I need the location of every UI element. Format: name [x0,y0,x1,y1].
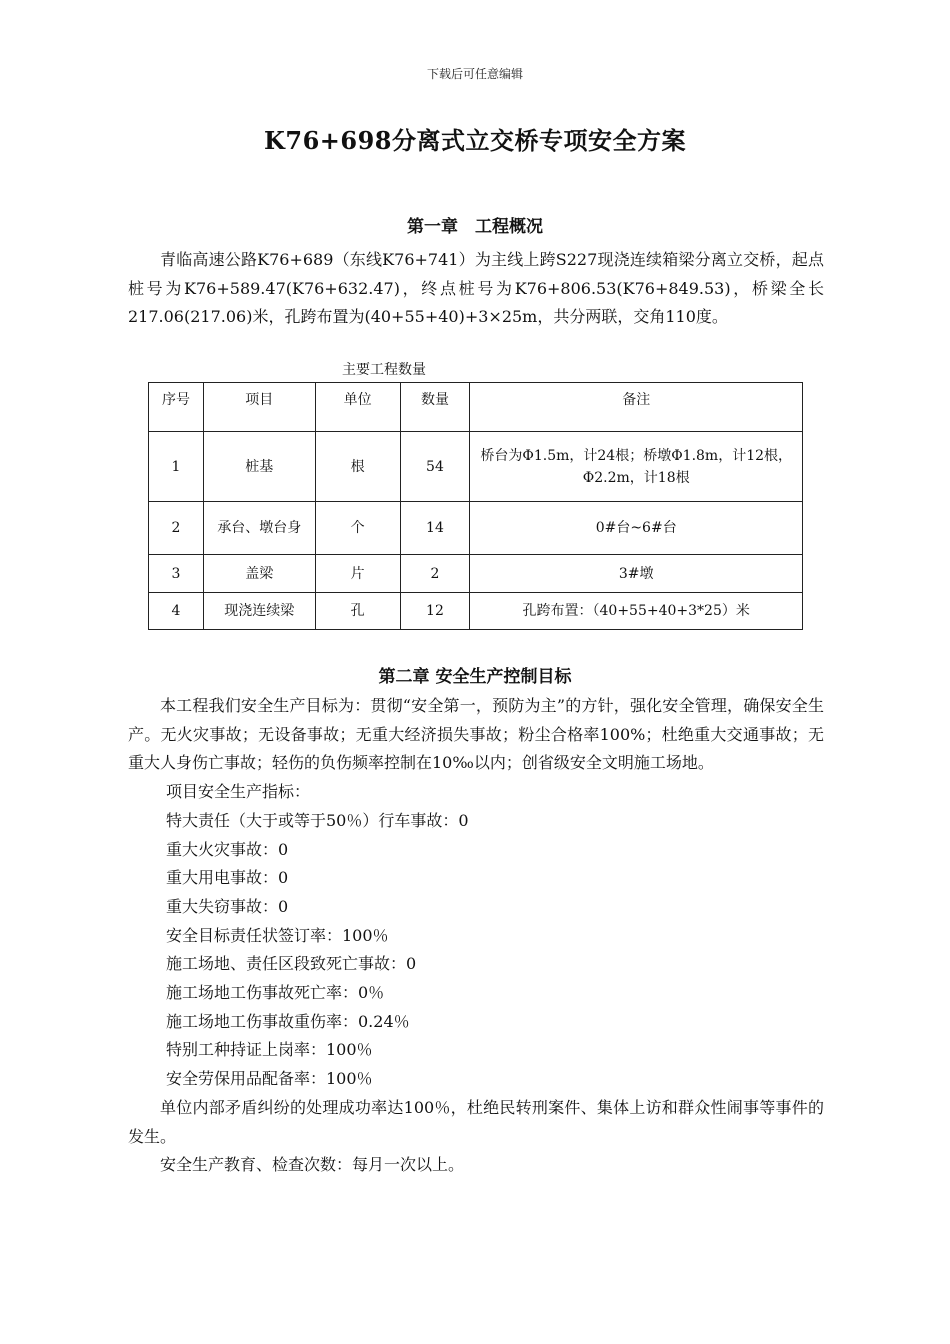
table-row [149,432,803,502]
cell-unit: 个 [315,502,400,555]
indicator-item: 重大用电事故：0 [166,868,289,888]
inspection-paragraph: 安全生产教育、检查次数：每月一次以上。 [160,1155,465,1175]
chapter1-heading: 第一章 工程概况 [407,217,543,237]
cell-no: 1 [149,432,204,502]
dispute-paragraph: 单位内部矛盾纠纷的处理成功率达100％，杜绝民转刑案件、集体上访和群众性闹事等事件的发生。 [128,1097,824,1146]
document-title: K76+698分离式立交桥专项安全方案 [264,126,686,155]
cell-quantity: 54 [400,432,470,502]
cell-item: 桩基 [203,432,315,502]
cell-quantity: 12 [400,593,470,630]
indicator-item: 施工场地、责任区段致死亡事故：0 [166,954,417,974]
cell-remarks: 3#墩 [470,555,803,593]
chapter1-paragraph: 青临高速公路K76+689（东线K76+741）为主线上跨S227现浇连续箱梁分离立交桥，起点桩号为K76+589.47(K76+632.47)，终点桩号为K76+806.53(K76+849.53)，桥梁全长217.06(217.06)米，孔跨布置为(40+55+40)+3×25m，共分两联，交角110度。 [128,250,824,327]
cell-item: 承台、墩台身 [203,502,315,555]
indicator-item: 特大责任（大于或等于50％）行车事故：0 [166,810,469,830]
header-cell-no: 序号 [149,383,204,432]
indicator-item: 特别工种持证上岗率：100％ [166,1040,373,1060]
cell-no: 4 [149,593,204,630]
indicator-item: 安全目标责任状签订率：100％ [166,925,389,945]
header-cell-remarks: 备注 [470,383,803,432]
chapter2-body [128,692,824,1180]
cell-unit: 根 [315,432,400,502]
cell-no: 3 [149,555,204,593]
cell-remarks: 孔跨布置：（40+55+40+3*25）米 [470,593,803,630]
cell-remarks: 0#台~6#台 [470,502,803,555]
header-cell-item: 项目 [203,383,315,432]
indicators-label: 项目安全生产指标： [166,782,311,802]
cell-unit: 片 [315,555,400,593]
indicator-item: 安全劳保用品配备率：100％ [166,1069,373,1089]
indicator-item: 施工场地工伤事故死亡率：0％ [166,983,385,1003]
table-row [149,502,803,555]
table-header-row [149,383,803,432]
chapter2-intro: 本工程我们安全生产目标为：贯彻“安全第一，预防为主”的方针，强化安全管理，确保安全生产。无火灾事故；无设备事故；无重大经济损失事故；粉尘合格率100%；杜绝重大交通事故；无重大人身伤亡事故；轻伤的负伤频率控制在10‰以内；创省级安全文明施工场地。 [128,696,824,773]
header-cell-unit: 单位 [315,383,400,432]
header-note: 下载后可任意编辑 [426,67,523,81]
indicator-item: 重大火灾事故：0 [166,839,289,859]
cell-quantity: 14 [400,502,470,555]
cell-unit: 孔 [315,593,400,630]
indicator-item: 重大失窃事故：0 [166,896,289,916]
cell-item: 现浇连续梁 [203,593,315,630]
chapter2-heading: 第二章 安全生产控制目标 [378,667,572,687]
table-row [149,555,803,593]
cell-no: 2 [149,502,204,555]
cell-remarks: 桥台为Φ1.5m，计24根；桥墩Φ1.8m，计12根，Φ2.2m，计18根 [470,432,803,502]
header-cell-quantity: 数量 [400,383,470,432]
quantities-table [148,382,803,630]
indicator-item: 施工场地工伤事故重伤率：0.24％ [166,1011,410,1031]
cell-item: 盖梁 [203,555,315,593]
table-caption: 主要工程数量 [342,362,426,378]
table-row [149,593,803,630]
cell-quantity: 2 [400,555,470,593]
